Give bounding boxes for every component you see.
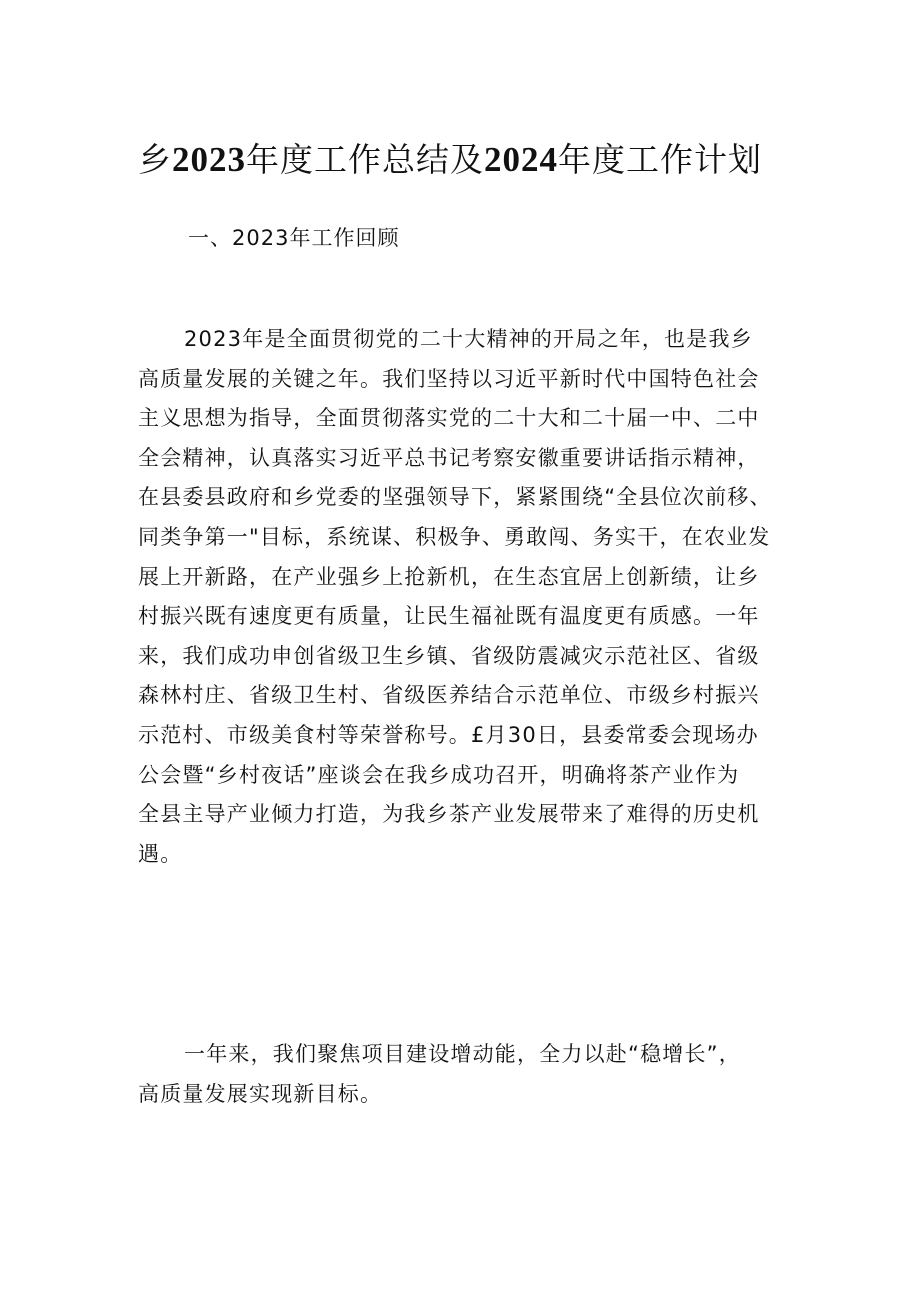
- paragraph-line: 森林村庄、省级卫生村、省级医养结合示范单位、市级乡村振兴: [138, 683, 760, 708]
- paragraph-review: [138, 320, 798, 874]
- title-part-suffix: 年度工作计划: [558, 140, 762, 179]
- paragraph-line: 同类争第一"目标，系统谋、积极争、勇敢闯、务实干，在农业发: [138, 524, 771, 549]
- paragraph-line: 主义思想为指导，全面贯彻落实党的二十大和二十届一中、二中: [138, 406, 760, 431]
- paragraph-projects: [138, 1035, 798, 1114]
- paragraph-line: 公会暨“乡村夜话”座谈会在我乡成功召开，明确将茶产业作为: [138, 762, 740, 787]
- title-year-2024: 2024: [484, 140, 558, 179]
- document-title: [138, 138, 798, 182]
- paragraph-line: 2023年是全面贯彻党的二十大精神的开局之年，也是我乡: [184, 327, 753, 351]
- paragraph-line: 在县委县政府和乡党委的坚强领导下，紧紧围绕“全县位次前移、: [138, 485, 772, 510]
- paragraph-line: 展上开新路，在产业强乡上抢新机，在生态宜居上创新绩，让乡: [138, 564, 760, 589]
- section-heading: 一、2023年工作回顾: [188, 226, 400, 250]
- title-part-middle: 年度工作总结及: [246, 140, 484, 179]
- title-part-prefix: 乡: [138, 140, 172, 179]
- paragraph-line: 全会精神，认真落实习近平总书记考察安徽重要讲话指示精神，: [138, 445, 760, 470]
- paragraph-line: 遇。: [138, 841, 183, 866]
- paragraph-line: 高质量发展实现新目标。: [138, 1081, 383, 1106]
- paragraph-line: 一年来，我们聚焦项目建设增动能，全力以赴“稳增长”，: [184, 1042, 741, 1066]
- paragraph-line: 全县主导产业倾力打造，为我乡茶产业发展带来了难得的历史机: [138, 802, 760, 827]
- title-year-2023: 2023: [172, 140, 246, 179]
- paragraph-line: 示范村、市级美食村等荣誉称号。£月30日，县委常委会现场办: [138, 722, 759, 747]
- paragraph-line: 高质量发展的关键之年。我们坚持以习近平新时代中国特色社会: [138, 366, 760, 391]
- paragraph-line: 村振兴既有速度更有质量，让民生福祉既有温度更有质感。一年: [138, 604, 760, 629]
- paragraph-line: 来，我们成功申创省级卫生乡镇、省级防震减灾示范社区、省级: [138, 643, 760, 668]
